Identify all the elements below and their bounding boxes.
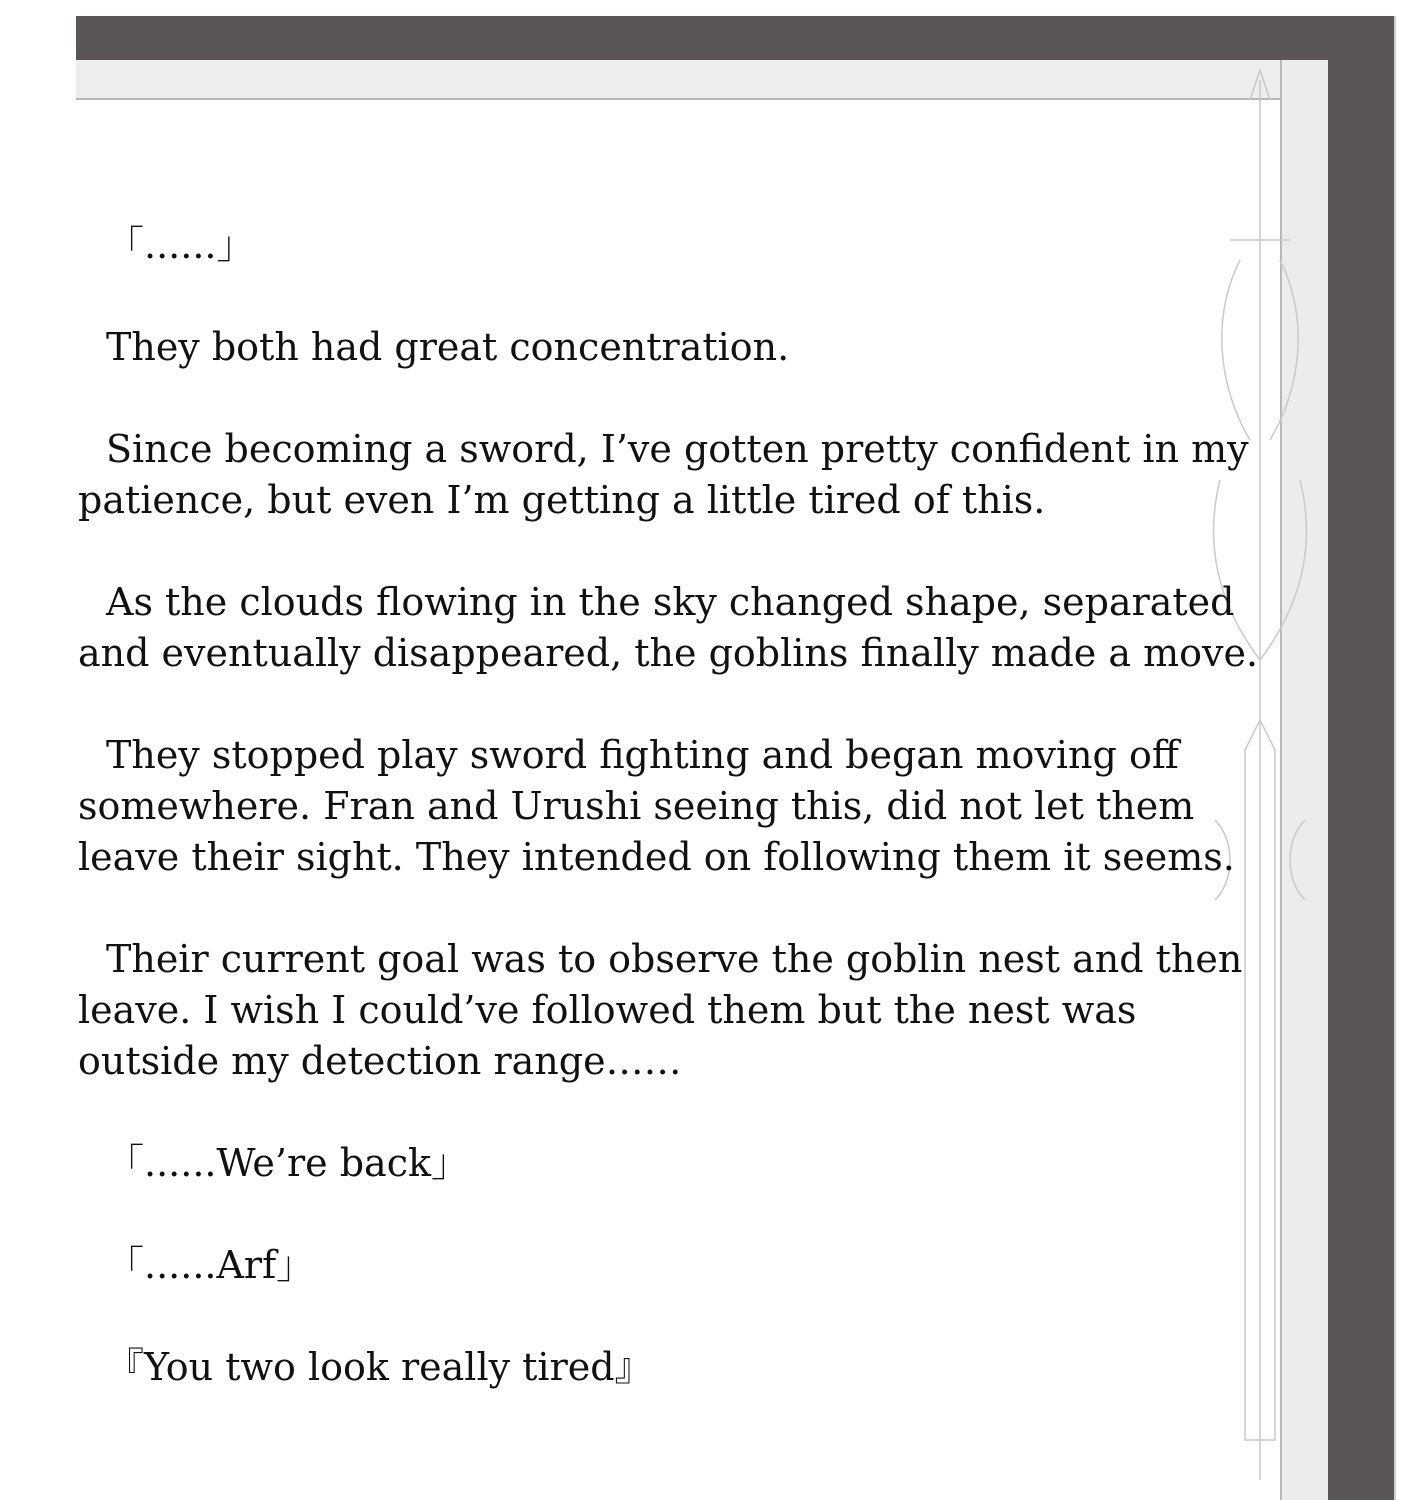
paragraph: 「......We’re back」	[106, 1141, 470, 1185]
paragraph: Since becoming a sword, I’ve gotten pretty confident in my patience, but even I’m getting a little tired of this.	[78, 427, 1249, 522]
paragraph: They both had great concentration.	[106, 325, 790, 369]
page-frame-top-band	[76, 60, 1326, 100]
page-frame-top-border	[76, 16, 1394, 61]
page-frame-right-edge	[1394, 16, 1396, 1500]
paragraph: 「......」	[106, 223, 255, 267]
paragraph: As the clouds flowing in the sky changed shape, separated and eventually disappeared, the goblins finally made a move.	[78, 580, 1259, 675]
paragraph: 『You two look really tired』	[106, 1345, 653, 1389]
paragraph: 「......Arf」	[106, 1243, 315, 1287]
page-frame-right-border	[1326, 16, 1394, 1500]
paragraph: Their current goal was to observe the goblin nest and then leave. I wish I could’ve followed them but the nest was outside my detection range……	[78, 937, 1243, 1083]
paragraph: They stopped play sword fighting and began moving off somewhere. Fran and Urushi seeing this, did not let them leave their sight. They intended on following them it seems.	[78, 733, 1235, 879]
body-text	[78, 220, 1268, 1393]
